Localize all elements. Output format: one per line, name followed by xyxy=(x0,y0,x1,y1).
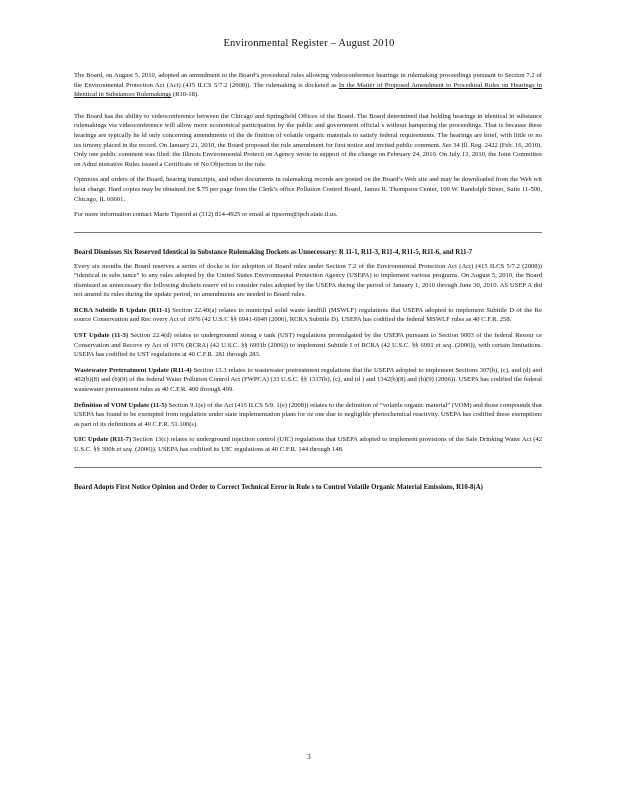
section-1-lead-paragraph: Every six months the Board reserves a series of docke ts for adoption of Board rules under Section 7.2 of the Environmental Protection Act (Act) (415 ILCS 5/7.2 (2008)) “identical in subs tance” to any rules adopted by the United States Environmental Protection Agency (USEPA) to implement various programs. On August 5, 2010, the Board dismissed as unnecessary the following dockets reserv ed to consider rules adopted by the USEPA during the period of January 1, 2010 through June 30, 2010. AS USEP A did not amend its rules during the update period, no amendments are needed to Board rules. xyxy=(74,262,542,299)
docket-item xyxy=(74,331,542,360)
citation-signal: See xyxy=(442,141,452,149)
docket-item-label: Wastewater Pretreatment Update (R11-4) xyxy=(74,366,192,374)
docket-item-text: . (2006)), with certain limitations. USEPA has codified its UST regulations at 40 C.F.R. 281 through 283. xyxy=(74,341,542,359)
page-content xyxy=(74,71,542,496)
docket-item-label: Definition of VOM Update (11-5) xyxy=(74,401,167,409)
intro-p1-text: The Board, on August 5, 2010, adopted an amendment to the Board’s procedural rules allowing videoconference hearings in rulemaking proceedings pursuant to Section 7.2 of the Environmental Protection Act (Act) (415 ILCS 5/7.2 (2008)). The rulemaking is docketed as xyxy=(74,72,542,89)
docket-item xyxy=(74,435,542,454)
docket-item xyxy=(74,401,542,430)
docket-item xyxy=(74,366,542,395)
docket-list xyxy=(74,306,542,455)
intro-p2-text-a: The Board has the ability to videoconference between the Chicago and Springfield Offices of the Board. The Board determined that holding hearings in identical in substance rulemakings via videoconference will allow more economical participation by the public and government official s without hampering the proceedings. That is because these hearings are typically he ld only concerning amendments of the de finition of volatile organic materials to satisfy federal requirements. The hearings are brief, with little or no tes timony placed in the record. On January 21, 2010, the Board proposed the rule amendment for first notice and invited public comment. xyxy=(74,112,542,149)
intro-p2-text-b: 34 Ill. Reg. 2422 (Feb. 16, 2010). Only one public comment was filed: the Illinois Environmental Protecti on Agency wrote in support of the change on February 24, 2010. On July 13, 2010, the Joint Committee on Admi nistrative Rules issued a Certificate of No Objection to the rule. xyxy=(74,141,543,168)
docket-item-italic-text: et seq xyxy=(435,341,452,349)
docket-item-label: UST Update (11-3) xyxy=(74,332,129,340)
docket-item-text: Section 22.4(d) relates to undergrounnd storag e tank (UST) regulations promulgated by the USEPA pursuant to Section 9003 of the federal Resour ce Conservation and Recove ry Act of 1976 (RCRA) (42 U.S.C. §§ 6991b (2006)) to implement Subtitle I of RCRA (42 U.S.C. §§ 6991 xyxy=(74,332,542,349)
docket-item-label: RCRA Subtitle B Update (R11-1) xyxy=(74,306,170,314)
intro-paragraph-2 xyxy=(74,112,542,170)
docket-item-text: Section 13(c) relates to underground injection control (UIC) regulations that USEPA adopted to implement provisions of the Safe Drinking Water Act (42 U.S.C. §§ 300h xyxy=(74,436,542,454)
docket-item xyxy=(74,306,542,325)
docket-item-italic-text: et seq xyxy=(116,446,132,454)
page-number: 3 xyxy=(307,753,311,761)
intro-p1-docket: (R10-18). xyxy=(171,91,199,99)
docket-item-text: Section 9.1(e) of the Act (415 ILCS 5/9. 1(e) (2008)) relates to the definition of “volatile organic material” (VOM) and those compounds that USEPA has found to be exempted from regulation under state implementation plans for oz one due to negligible photochemical reactivity. USEPA has codified these exemptions as part of its definitions at 40 C.F.R. 51.100(s). xyxy=(74,401,542,428)
docket-title-link: In the Matter of Proposed Amendment to Procedural Rules on Hearings in Identical in Substances Rulemakings xyxy=(74,81,542,99)
running-header: Environmental Register – August 2010 xyxy=(223,38,395,49)
docket-item-label: UIC Update (R11-7) xyxy=(74,436,132,444)
docket-item-text: . (2006)). USEPA has codified its UIC regulations at 40 C.F.R. 144 through 148. xyxy=(131,446,344,454)
contact-paragraph: For more information contact Marie Tipsord at (312) 814-4925 or email at tipsorm@ipcb.state.il.us. xyxy=(74,211,338,219)
intro-paragraph-3: Opinions and orders of the Board, hearing transcripts, and other documents in rulemaking records are posted on the Board’s Web site and may be downloaded from the Web wit hout charge. Hard copies may be obtained for $.75 per page from the Clerk’s office Pollution Control Board, James R. Thompson Center, 100 W. Randolph Street, Suite 11-500, Chicago, IL 60601. xyxy=(74,176,542,203)
intro-paragraph-1 xyxy=(74,71,542,100)
section-divider-2 xyxy=(74,467,542,468)
section-1-title: Board Dismisses Six Reserved Identical in Substance Rulemaking Dockets as Unnecessary: R 11-1, R11-3, R11-4, R11-5, R11-6, and R11-7 xyxy=(74,248,473,256)
section-divider-1 xyxy=(74,232,542,233)
docket-item-text: Section 13.3 relates to wastewater pretreatment regulations that the USEPA adopted to implement Sections 307(b), (c), and (d) and 402(b)(8) and (b)(9) of the federal Water Pollution Control Act (FWPCA) (33 U.S.C. §§ 1317(b), (c), and (d ) and 1342(b)(8) and (b)(9) (2006)). USEPA has codified the federal wastewater pretreatment rules as 40 C.F.R. 400 through 499. xyxy=(74,366,542,394)
docket-item-text: Section 22.40(a) relates to municipal solid waste landfill (MSWLF) regulations that USEPA adopted to implement Subtitle D of the Re source Conservation and Rec overy Act of 1976 (42 U.S.C §§ 6941-6949 (2006), RCRA Subtitle D). USEPA has codified the federal MSWLF rules as 40 C.F.R. 258. xyxy=(74,306,542,324)
section-2-title: Board Adopts First Notice Opinion and Order to Correct Technical Error in Rule s to Control Volatile Organic Material Emissions, R10-8(A) xyxy=(74,483,483,491)
